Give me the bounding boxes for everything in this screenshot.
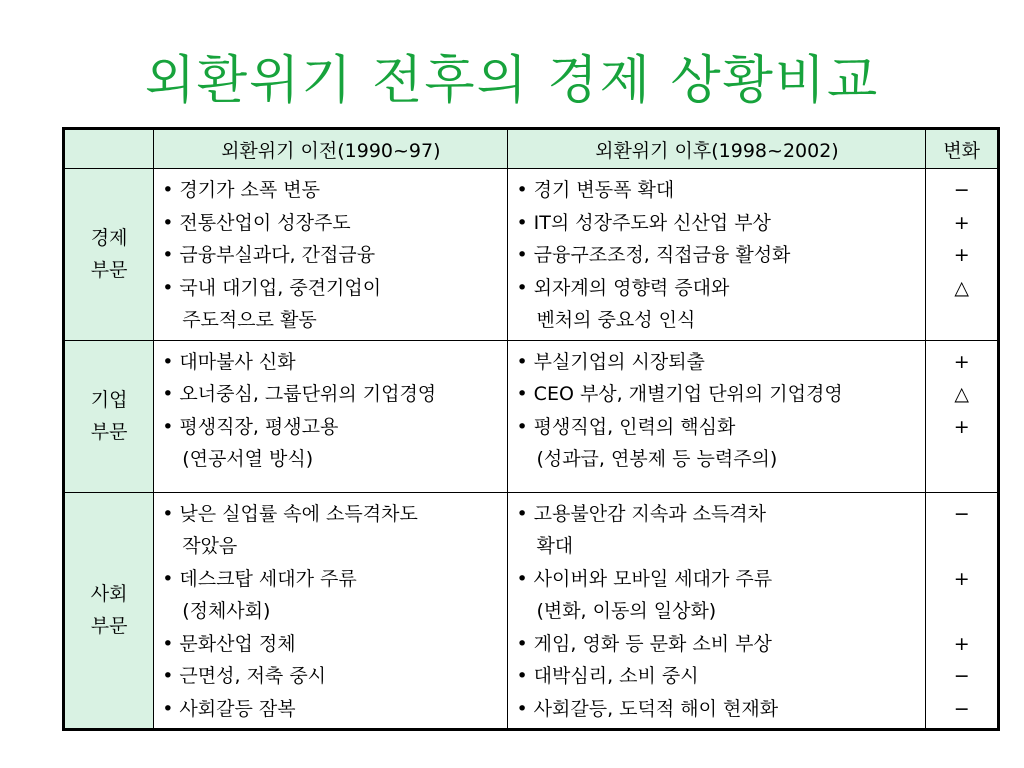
list-item: [162, 272, 501, 337]
before-cell: [154, 340, 508, 492]
before-cell: [154, 492, 508, 730]
after-cell: [508, 169, 926, 341]
item-text: • 평생직장, 평생고용: [162, 415, 339, 438]
header-change: 변화: [926, 129, 999, 169]
after-cell: [508, 340, 926, 492]
item-text: • 외자계의 영향력 증대와: [516, 276, 730, 299]
item-text: • 경기 변동폭 확대: [516, 179, 675, 201]
change-symbol: +: [953, 350, 970, 373]
item-text: • 게임, 영화 등 문화 소비 부상: [516, 632, 772, 655]
list-item: [516, 411, 919, 476]
list-item: [516, 239, 919, 272]
list-item: [516, 207, 919, 240]
item-text: • 문화산업 정체: [162, 632, 296, 655]
list-item: [162, 207, 501, 240]
list-item: [516, 346, 919, 379]
category-label: 사회: [90, 583, 128, 606]
list-item: [162, 498, 501, 563]
header-corner: [64, 129, 154, 169]
change-cell: [926, 492, 999, 730]
change-symbol: [927, 443, 996, 476]
item-text: • 낮은 실업률 속에 소득격차도: [162, 502, 418, 525]
change-symbol: [927, 304, 996, 337]
category-label: 기업: [90, 389, 128, 411]
item-text: • 사회갈등 잠복: [162, 697, 296, 720]
category-label: 부문: [90, 259, 128, 282]
list-item: [162, 660, 501, 693]
item-text: • 금융구조조정, 직접금융 활성화: [516, 244, 791, 266]
change-symbol: [927, 595, 996, 628]
item-continuation: 주도적으로 활동: [182, 309, 317, 331]
item-continuation: (변화, 이동의 일상화): [536, 600, 717, 622]
item-continuation: 작았음: [182, 535, 238, 557]
change-symbol: +: [953, 244, 970, 266]
item-text: • IT의 성장주도와 신산업 부상: [516, 211, 771, 234]
list-item: [162, 378, 501, 411]
table-row: [64, 492, 999, 730]
list-item: [162, 563, 501, 628]
item-text: • 평생직업, 인력의 핵심화: [516, 415, 736, 438]
change-symbol: −: [953, 665, 970, 687]
header-before: 외환위기 이전(1990~97): [154, 129, 508, 169]
item-text: • 경기가 소폭 변동: [162, 179, 320, 201]
header-after: 외환위기 이후(1998~2002): [508, 129, 926, 169]
table-row: [64, 340, 999, 492]
change-symbol: △: [954, 383, 969, 405]
after-cell: [508, 492, 926, 730]
list-item: [162, 346, 501, 379]
change-symbol: −: [953, 502, 970, 525]
change-symbol: +: [953, 632, 970, 655]
list-item: [162, 628, 501, 661]
category-cell: [64, 492, 154, 730]
item-continuation: (정체사회): [182, 600, 271, 622]
list-item: [516, 660, 919, 693]
item-text: • CEO 부상, 개별기업 단위의 기업경영: [516, 383, 843, 405]
item-text: • 사회갈등, 도덕적 해이 현재화: [516, 697, 779, 720]
list-item: [162, 174, 501, 207]
list-item: [162, 693, 501, 726]
comparison-table: [62, 127, 1000, 731]
change-cell: [926, 340, 999, 492]
item-text: • 금융부실과다, 간접금융: [162, 244, 376, 266]
table-row: [64, 169, 999, 341]
list-item: [516, 378, 919, 411]
change-symbol: [927, 530, 996, 563]
item-text: • 오너중심, 그룹단위의 기업경영: [162, 383, 437, 405]
category-cell: [64, 169, 154, 341]
change-cell: [926, 169, 999, 341]
item-text: • 데스크탑 세대가 주류: [162, 567, 357, 590]
item-text: • 대박심리, 소비 중시: [516, 665, 699, 687]
list-item: [516, 693, 919, 726]
change-symbol: −: [953, 697, 970, 720]
list-item: [516, 174, 919, 207]
item-continuation: (성과급, 연봉제 등 능력주의): [536, 448, 778, 470]
before-cell: [154, 169, 508, 341]
category-label: 경제: [90, 227, 128, 250]
category-label: 부문: [90, 615, 128, 638]
item-text: • 대마불사 신화: [162, 350, 296, 373]
category-label: 부문: [90, 421, 128, 443]
list-item: [162, 411, 501, 476]
change-symbol: +: [953, 567, 970, 590]
item-text: • 전통산업이 성장주도: [162, 211, 351, 234]
change-symbol: △: [954, 276, 969, 299]
item-text: • 국내 대기업, 중견기업이: [162, 276, 382, 299]
change-symbol: +: [953, 211, 970, 234]
change-symbol: −: [953, 179, 970, 201]
category-cell: [64, 340, 154, 492]
item-text: • 부실기업의 시장퇴출: [516, 350, 705, 373]
change-symbol: +: [953, 415, 970, 438]
item-continuation: 확대: [536, 535, 574, 557]
header-row: [64, 129, 999, 169]
item-continuation: 벤처의 중요성 인식: [536, 309, 696, 331]
list-item: [516, 272, 919, 337]
item-text: • 근면성, 저축 중시: [162, 665, 327, 687]
page-title: 외환위기 전후의 경제 상황비교: [144, 51, 880, 111]
item-text: • 고용불안감 지속과 소득격차: [516, 502, 767, 525]
list-item: [516, 563, 919, 628]
list-item: [516, 498, 919, 563]
item-text: • 사이버와 모바일 세대가 주류: [516, 567, 773, 590]
item-continuation: (연공서열 방식): [182, 448, 314, 470]
list-item: [162, 239, 501, 272]
list-item: [516, 628, 919, 661]
